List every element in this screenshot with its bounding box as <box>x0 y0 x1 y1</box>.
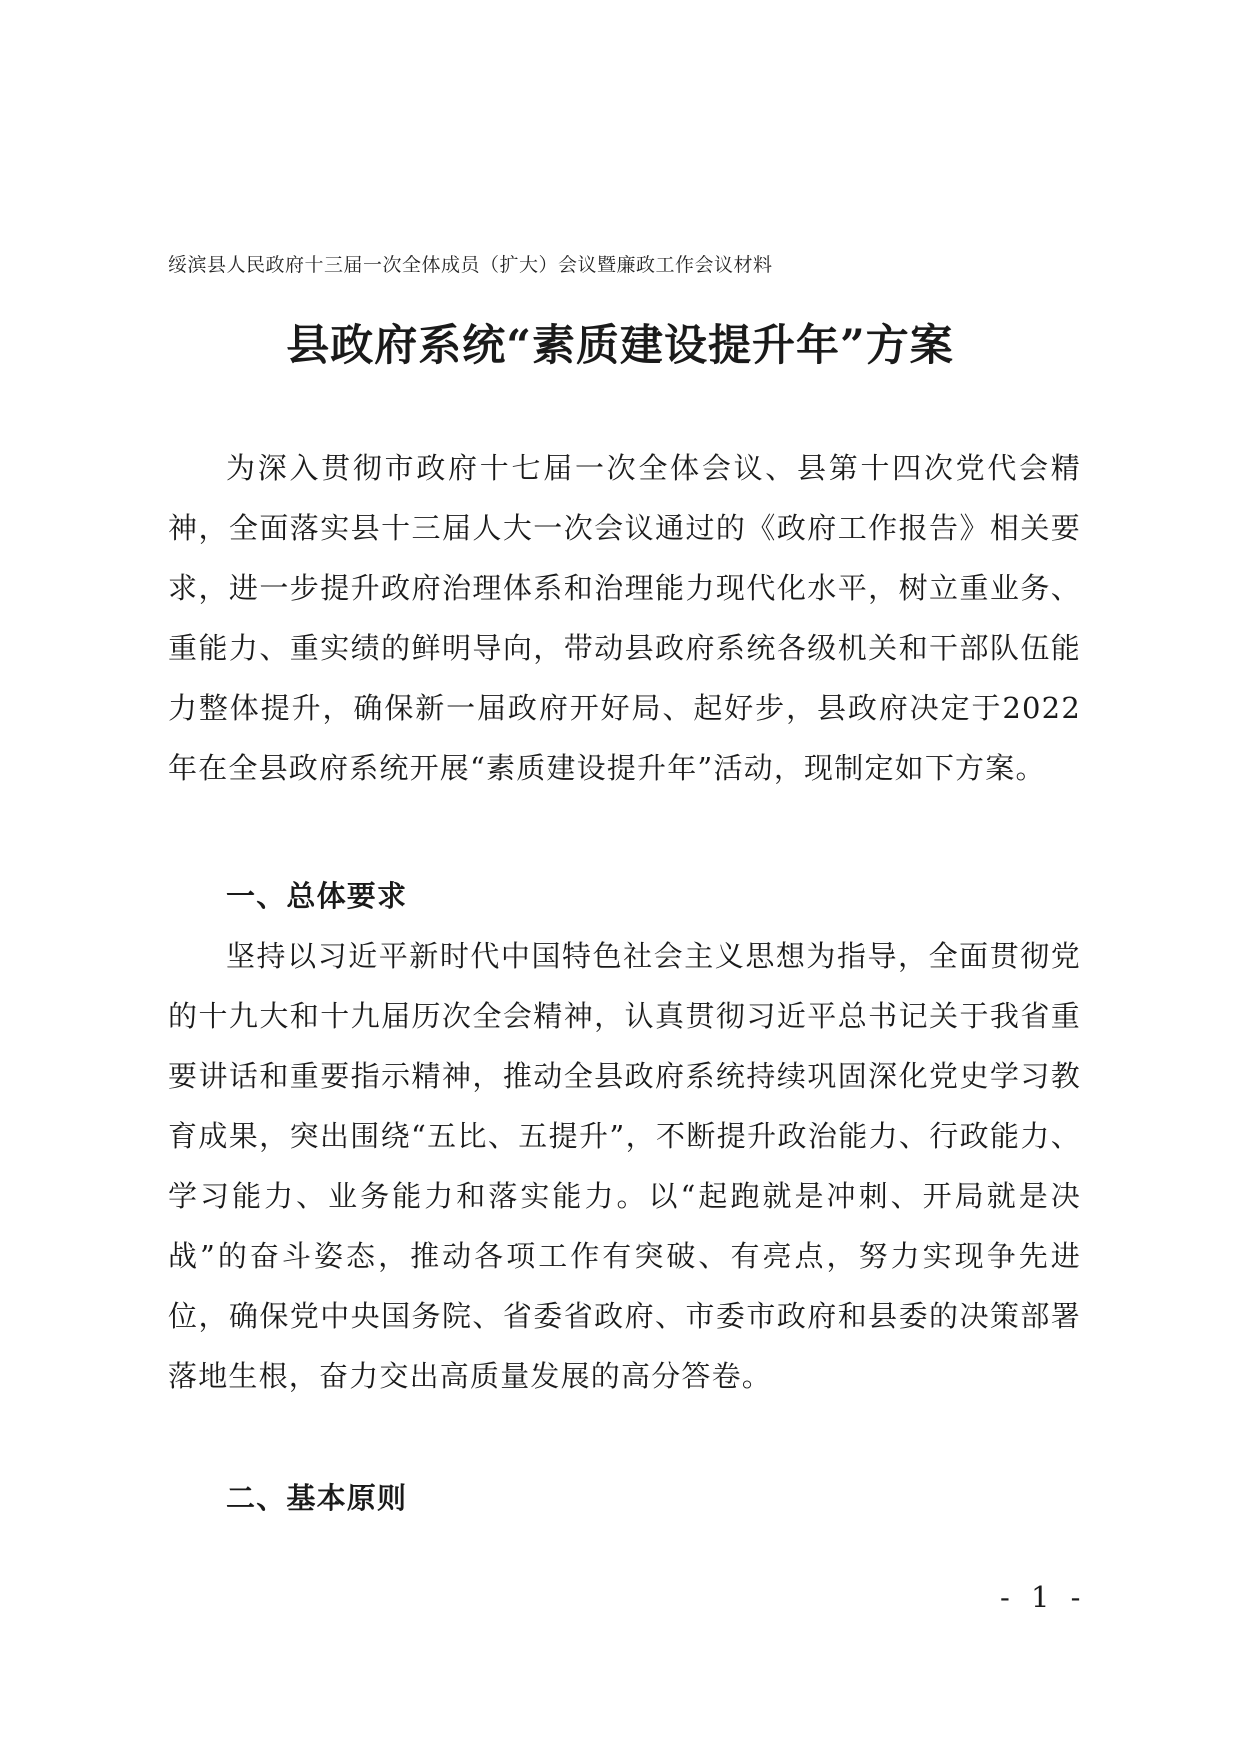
intro-paragraph: 为深入贯彻市政府十七届一次全体会议、县第十四次党代会精神，全面落实县十三届人大一次会议通过的《政府工作报告》相关要求，进一步提升政府治理体系和治理能力现代化水平，树立重业务、重能力、重实绩的鲜明导向，带动县政府系统各级机关和干部队伍能力整体提升，确保新一届政府开好局、起好步，县政府决定于2022年在全县政府系统开展“素质建设提升年”活动，现制定如下方案。 <box>168 451 1081 785</box>
section-heading-basic-principles: 二、基本原则 <box>226 1481 408 1515</box>
document-title: 县政府系统“素质建设提升年”方案 <box>286 321 954 371</box>
page-number: - 1 - <box>1000 1580 1087 1614</box>
section-heading-general-requirements: 一、总体要求 <box>226 879 408 913</box>
section-1-paragraph: 坚持以习近平新时代中国特色社会主义思想为指导，全面贯彻党的十九大和十九届历次全会精神，认真贯彻习近平总书记关于我省重要讲话和重要指示精神，推动全县政府系统持续巩固深化党史学习教育成果，突出围绕“五比、五提升”，不断提升政治能力、行政能力、学习能力、业务能力和落实能力。以“起跑就是冲刺、开局就是决战”的奋斗姿态，推动各项工作有突破、有亮点，努力实现争先进位，确保党中央国务院、省委省政府、市委市政府和县委的决策部署落地生根，奋力交出高质量发展的高分答卷。 <box>168 939 1081 1393</box>
header-note: 绥滨县人民政府十三届一次全体成员（扩大）会议暨廉政工作会议材料 <box>168 254 773 276</box>
